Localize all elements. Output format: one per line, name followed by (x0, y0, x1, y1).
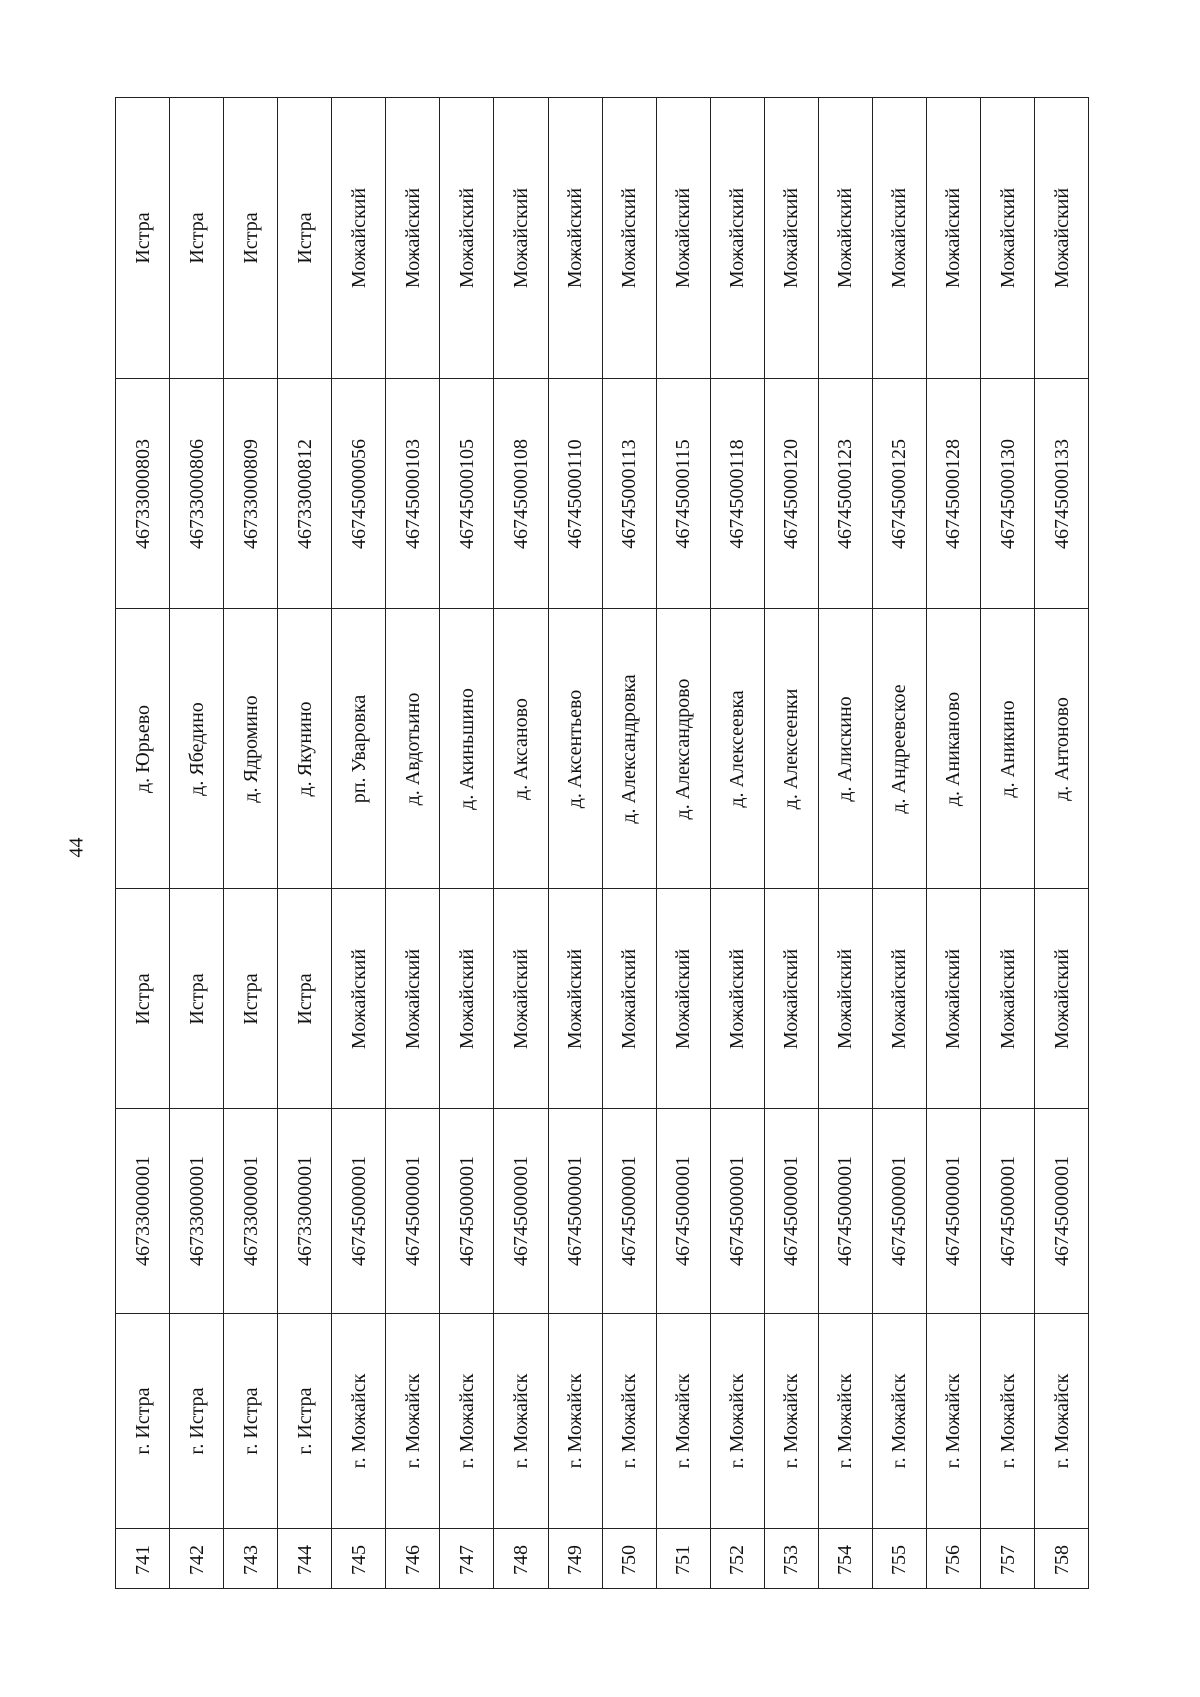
row-number-cell (386, 1528, 439, 1588)
settlement-oktmo-cell (170, 378, 223, 608)
table-row (872, 98, 926, 1588)
row-number-cell (494, 1528, 547, 1588)
city-oktmo-cell (1035, 1108, 1088, 1313)
settlement-municipality-cell (549, 98, 602, 378)
row-number-cell-text: 752 (726, 1545, 749, 1575)
settlement-municipality-cell-text: Можайский (888, 187, 911, 289)
settlement-oktmo-cell-text: 46733000803 (131, 438, 154, 549)
city-oktmo-cell (603, 1108, 656, 1313)
table-row (656, 98, 710, 1588)
city-oktmo-cell (278, 1108, 331, 1313)
settlement-cell (440, 608, 493, 888)
settlement-municipality-cell (440, 98, 493, 378)
city-municipality-cell (927, 888, 980, 1108)
settlement-cell (224, 608, 277, 888)
row-number-cell-text: 749 (564, 1545, 587, 1575)
city-cell-text: г. Можайск (996, 1373, 1019, 1469)
row-number-cell-text: 755 (888, 1545, 911, 1575)
city-oktmo-cell-text: 46745000001 (780, 1156, 803, 1266)
row-number-cell (440, 1528, 493, 1588)
settlement-oktmo-cell-text: 46745000133 (1050, 438, 1073, 549)
city-cell (927, 1313, 980, 1528)
settlement-municipality-cell-text: Можайский (564, 187, 587, 289)
settlement-municipality-cell-text: Истра (239, 212, 262, 264)
city-oktmo-cell (440, 1108, 493, 1313)
city-cell-text: г. Можайск (455, 1373, 478, 1469)
city-municipality-cell-text: Можайский (888, 948, 911, 1049)
settlement-oktmo-cell (440, 378, 493, 608)
settlement-cell-text: д. Алексеевка (726, 689, 749, 808)
city-municipality-cell (657, 888, 710, 1108)
settlement-municipality-cell-text: Можайский (455, 187, 478, 289)
settlement-oktmo-cell-text: 46745000108 (509, 438, 532, 549)
settlement-oktmo-cell-text: 46745000123 (834, 438, 857, 549)
table-row (1034, 98, 1088, 1588)
settlement-cell (927, 608, 980, 888)
city-oktmo-cell (981, 1108, 1034, 1313)
settlement-municipality-cell (170, 98, 223, 378)
row-number-cell (765, 1528, 818, 1588)
settlement-municipality-cell-text: Можайский (1050, 187, 1073, 289)
settlement-oktmo-cell (224, 378, 277, 608)
table-row (439, 98, 493, 1588)
city-oktmo-cell (873, 1108, 926, 1313)
table-row (602, 98, 656, 1588)
settlement-municipality-cell (1035, 98, 1088, 378)
city-cell (765, 1313, 818, 1528)
settlement-municipality-cell (116, 98, 169, 378)
row-number-cell-text: 754 (834, 1545, 857, 1575)
row-number-cell (224, 1528, 277, 1588)
city-cell-text: г. Можайск (347, 1373, 370, 1469)
city-municipality-cell (494, 888, 547, 1108)
city-oktmo-cell (332, 1108, 385, 1313)
table-row (385, 98, 439, 1588)
settlement-municipality-cell-text: Истра (185, 212, 208, 264)
row-number-cell (170, 1528, 223, 1588)
city-municipality-cell (278, 888, 331, 1108)
city-oktmo-cell-text: 46745000001 (401, 1156, 424, 1266)
row-number-cell-text: 745 (347, 1545, 370, 1575)
city-cell-text: г. Истра (239, 1387, 262, 1455)
row-number-cell-text: 747 (455, 1545, 478, 1575)
city-oktmo-cell (116, 1108, 169, 1313)
city-cell-text: г. Можайск (888, 1373, 911, 1469)
city-municipality-cell (332, 888, 385, 1108)
settlement-cell-text: д. Ябедино (185, 701, 208, 796)
table-row (116, 98, 169, 1588)
settlement-municipality-cell (386, 98, 439, 378)
settlement-municipality-cell (603, 98, 656, 378)
row-number-cell (927, 1528, 980, 1588)
settlement-oktmo-cell (1035, 378, 1088, 608)
settlement-oktmo-cell-text: 46745000128 (942, 438, 965, 549)
city-oktmo-cell-text: 46745000001 (888, 1156, 911, 1266)
city-oktmo-cell-text: 46733000001 (293, 1156, 316, 1266)
table-body (115, 97, 1089, 1589)
settlement-municipality-cell-text: Истра (131, 212, 154, 264)
table-row (223, 98, 277, 1588)
city-municipality-cell-text: Истра (185, 972, 208, 1025)
settlement-cell-text: д. Ядромино (239, 694, 262, 803)
table-row (548, 98, 602, 1588)
settlement-oktmo-cell (603, 378, 656, 608)
city-cell-text: г. Можайск (834, 1373, 857, 1469)
page-number (66, 830, 88, 864)
city-oktmo-cell-text: 46745000001 (942, 1156, 965, 1266)
settlement-municipality-cell (278, 98, 331, 378)
city-cell (819, 1313, 872, 1528)
settlement-cell (711, 608, 764, 888)
row-number-cell-text: 757 (996, 1545, 1019, 1575)
settlement-cell (765, 608, 818, 888)
row-number-cell-text: 750 (618, 1545, 641, 1575)
city-cell (386, 1313, 439, 1528)
row-number-cell (981, 1528, 1034, 1588)
city-cell-text: г. Можайск (942, 1373, 965, 1469)
city-oktmo-cell-text: 46745000001 (509, 1156, 532, 1266)
city-municipality-cell-text: Истра (293, 972, 316, 1025)
city-oktmo-cell-text: 46733000001 (131, 1156, 154, 1266)
row-number-cell (549, 1528, 602, 1588)
city-municipality-cell (440, 888, 493, 1108)
city-municipality-cell (711, 888, 764, 1108)
city-municipality-cell (224, 888, 277, 1108)
settlement-cell-text: д. Александрово (672, 678, 695, 819)
city-municipality-cell-text: Можайский (509, 948, 532, 1049)
row-number-cell (603, 1528, 656, 1588)
city-municipality-cell (1035, 888, 1088, 1108)
city-municipality-cell-text: Можайский (780, 948, 803, 1049)
settlement-cell (603, 608, 656, 888)
city-municipality-cell-text: Можайский (726, 948, 749, 1049)
city-municipality-cell (549, 888, 602, 1108)
row-number-cell (657, 1528, 710, 1588)
city-cell-text: г. Можайск (401, 1373, 424, 1469)
city-municipality-cell-text: Можайский (672, 948, 695, 1049)
settlement-municipality-cell-text: Можайский (834, 187, 857, 289)
table-row (980, 98, 1034, 1588)
settlement-cell-text: д. Андреевское (888, 683, 911, 814)
settlement-cell (873, 608, 926, 888)
settlement-oktmo-cell-text: 46745000056 (347, 438, 370, 549)
city-municipality-cell (873, 888, 926, 1108)
settlement-cell-text: рп. Уваровка (347, 694, 370, 803)
city-cell-text: г. Истра (185, 1387, 208, 1455)
settlement-oktmo-cell-text: 46745000113 (618, 438, 641, 549)
settlement-oktmo-cell (386, 378, 439, 608)
city-municipality-cell (603, 888, 656, 1108)
city-municipality-cell-text: Можайский (564, 948, 587, 1049)
settlement-cell-text: д. Юрьево (131, 704, 154, 793)
settlement-oktmo-cell-text: 46733000809 (239, 438, 262, 549)
city-cell (1035, 1313, 1088, 1528)
settlement-municipality-cell-text: Можайский (726, 187, 749, 289)
settlement-municipality-cell-text: Можайский (401, 187, 424, 289)
settlement-oktmo-cell-text: 46745000118 (726, 438, 749, 549)
city-cell (981, 1313, 1034, 1528)
settlement-municipality-cell (819, 98, 872, 378)
settlement-oktmo-cell-text: 46745000103 (401, 438, 424, 549)
settlement-municipality-cell (711, 98, 764, 378)
row-number-cell-text: 741 (131, 1545, 154, 1575)
table-row (818, 98, 872, 1588)
settlement-cell-text: д. Аникино (996, 699, 1019, 798)
city-municipality-cell-text: Можайский (347, 948, 370, 1049)
city-municipality-cell (386, 888, 439, 1108)
city-cell (224, 1313, 277, 1528)
table-row (331, 98, 385, 1588)
settlement-oktmo-cell-text: 46745000130 (996, 438, 1019, 549)
settlement-oktmo-cell-text: 46733000812 (293, 438, 316, 549)
city-cell-text: г. Можайск (564, 1373, 587, 1469)
page-number-text: 44 (65, 837, 88, 857)
city-oktmo-cell (657, 1108, 710, 1313)
settlement-oktmo-cell (657, 378, 710, 608)
city-cell (332, 1313, 385, 1528)
row-number-cell-text: 751 (672, 1545, 695, 1575)
row-number-cell (332, 1528, 385, 1588)
city-municipality-cell (116, 888, 169, 1108)
settlement-oktmo-cell (765, 378, 818, 608)
city-oktmo-cell (927, 1108, 980, 1313)
settlement-cell-text: д. Аниканово (942, 691, 965, 806)
city-oktmo-cell (170, 1108, 223, 1313)
city-cell (494, 1313, 547, 1528)
settlement-oktmo-cell (819, 378, 872, 608)
city-cell-text: г. Можайск (1050, 1373, 1073, 1469)
city-municipality-cell-text: Можайский (942, 948, 965, 1049)
city-municipality-cell-text: Можайский (455, 948, 478, 1049)
city-cell-text: г. Можайск (780, 1373, 803, 1469)
city-oktmo-cell-text: 46733000001 (185, 1156, 208, 1266)
settlement-cell (657, 608, 710, 888)
settlement-oktmo-cell-text: 46745000105 (455, 438, 478, 549)
settlement-municipality-cell (765, 98, 818, 378)
city-municipality-cell-text: Можайский (996, 948, 1019, 1049)
settlement-oktmo-cell (116, 378, 169, 608)
settlement-oktmo-cell (332, 378, 385, 608)
settlement-oktmo-cell-text: 46745000115 (672, 438, 695, 549)
city-oktmo-cell (386, 1108, 439, 1313)
row-number-cell-text: 744 (293, 1545, 316, 1575)
city-oktmo-cell (819, 1108, 872, 1313)
city-municipality-cell (170, 888, 223, 1108)
settlement-oktmo-cell (549, 378, 602, 608)
row-number-cell (873, 1528, 926, 1588)
settlement-oktmo-cell-text: 46745000125 (888, 438, 911, 549)
city-municipality-cell-text: Истра (131, 972, 154, 1025)
city-oktmo-cell-text: 46745000001 (834, 1156, 857, 1266)
table-row (169, 98, 223, 1588)
city-cell (278, 1313, 331, 1528)
settlement-municipality-cell (873, 98, 926, 378)
settlement-cell (549, 608, 602, 888)
city-cell (549, 1313, 602, 1528)
city-oktmo-cell-text: 46745000001 (1050, 1156, 1073, 1266)
row-number-cell (1035, 1528, 1088, 1588)
city-cell (657, 1313, 710, 1528)
city-cell (603, 1313, 656, 1528)
settlement-cell (1035, 608, 1088, 888)
row-number-cell (711, 1528, 764, 1588)
settlement-municipality-cell-text: Можайский (780, 187, 803, 289)
city-oktmo-cell (549, 1108, 602, 1313)
city-cell (711, 1313, 764, 1528)
row-number-cell-text: 742 (185, 1545, 208, 1575)
city-cell-text: г. Истра (131, 1387, 154, 1455)
settlement-municipality-cell (927, 98, 980, 378)
settlement-cell (116, 608, 169, 888)
city-oktmo-cell (711, 1108, 764, 1313)
row-number-cell (116, 1528, 169, 1588)
settlement-municipality-cell-text: Можайский (347, 187, 370, 289)
settlement-oktmo-cell (711, 378, 764, 608)
table-row (493, 98, 547, 1588)
row-number-cell-text: 758 (1050, 1545, 1073, 1575)
city-oktmo-cell-text: 46745000001 (618, 1156, 641, 1266)
city-cell (873, 1313, 926, 1528)
settlement-municipality-cell-text: Можайский (942, 187, 965, 289)
settlement-municipality-cell-text: Можайский (618, 187, 641, 289)
settlement-oktmo-cell (278, 378, 331, 608)
row-number-cell (278, 1528, 331, 1588)
settlement-oktmo-cell-text: 46733000806 (185, 438, 208, 549)
city-oktmo-cell (765, 1108, 818, 1313)
settlement-cell (278, 608, 331, 888)
city-oktmo-cell-text: 46733000001 (239, 1156, 262, 1266)
city-oktmo-cell (224, 1108, 277, 1313)
settlement-municipality-cell-text: Можайский (996, 187, 1019, 289)
settlement-cell-text: д. Алексеенки (780, 688, 803, 809)
city-oktmo-cell (494, 1108, 547, 1313)
city-oktmo-cell-text: 46745000001 (347, 1156, 370, 1266)
settlement-oktmo-cell (494, 378, 547, 608)
settlement-municipality-cell (657, 98, 710, 378)
city-cell (440, 1313, 493, 1528)
settlement-cell (819, 608, 872, 888)
city-municipality-cell (981, 888, 1034, 1108)
row-number-cell-text: 756 (942, 1545, 965, 1575)
settlement-municipality-cell-text: Можайский (672, 187, 695, 289)
city-municipality-cell (819, 888, 872, 1108)
settlement-oktmo-cell (927, 378, 980, 608)
settlement-cell-text: д. Аксаново (509, 697, 532, 800)
row-number-cell (819, 1528, 872, 1588)
settlement-municipality-cell (332, 98, 385, 378)
city-cell-text: г. Можайск (672, 1373, 695, 1469)
settlement-cell (981, 608, 1034, 888)
city-cell (170, 1313, 223, 1528)
city-municipality-cell-text: Можайский (1050, 948, 1073, 1049)
row-number-cell-text: 753 (780, 1545, 803, 1575)
settlement-municipality-cell (224, 98, 277, 378)
settlement-cell (494, 608, 547, 888)
settlement-oktmo-cell-text: 46745000120 (780, 438, 803, 549)
settlement-cell (170, 608, 223, 888)
settlement-cell-text: д. Алискино (834, 695, 857, 802)
table-row (277, 98, 331, 1588)
settlement-cell-text: д. Авдотьино (401, 692, 424, 805)
city-cell-text: г. Можайск (726, 1373, 749, 1469)
row-number-cell-text: 743 (239, 1545, 262, 1575)
row-number-cell-text: 746 (401, 1545, 424, 1575)
settlement-cell-text: д. Якунино (293, 700, 316, 797)
city-oktmo-cell-text: 46745000001 (564, 1156, 587, 1266)
settlement-cell-text: д. Александровка (618, 673, 641, 824)
city-municipality-cell-text: Истра (239, 972, 262, 1025)
city-municipality-cell-text: Можайский (834, 948, 857, 1049)
settlement-cell (386, 608, 439, 888)
city-oktmo-cell-text: 46745000001 (726, 1156, 749, 1266)
city-oktmo-cell-text: 46745000001 (672, 1156, 695, 1266)
settlement-cell-text: д. Антоново (1050, 696, 1073, 801)
settlement-municipality-cell-text: Истра (293, 212, 316, 264)
city-municipality-cell (765, 888, 818, 1108)
city-cell-text: г. Истра (293, 1387, 316, 1455)
city-cell-text: г. Можайск (618, 1373, 641, 1469)
settlement-cell (332, 608, 385, 888)
city-oktmo-cell-text: 46745000001 (996, 1156, 1019, 1266)
table-row (710, 98, 764, 1588)
settlement-municipality-cell (494, 98, 547, 378)
settlements-table (115, 97, 1089, 1589)
city-oktmo-cell-text: 46745000001 (455, 1156, 478, 1266)
settlement-oktmo-cell (873, 378, 926, 608)
table-row (764, 98, 818, 1588)
settlement-cell-text: д. Аксентьево (564, 689, 587, 808)
city-cell-text: г. Можайск (509, 1373, 532, 1469)
settlement-municipality-cell (981, 98, 1034, 378)
row-number-cell-text: 748 (509, 1545, 532, 1575)
settlement-cell-text: д. Акиньшино (455, 687, 478, 810)
city-municipality-cell-text: Можайский (401, 948, 424, 1049)
city-cell (116, 1313, 169, 1528)
settlement-oktmo-cell-text: 46745000110 (564, 438, 587, 549)
table-row (926, 98, 980, 1588)
settlement-oktmo-cell (981, 378, 1034, 608)
settlement-municipality-cell-text: Можайский (509, 187, 532, 289)
city-municipality-cell-text: Можайский (618, 948, 641, 1049)
